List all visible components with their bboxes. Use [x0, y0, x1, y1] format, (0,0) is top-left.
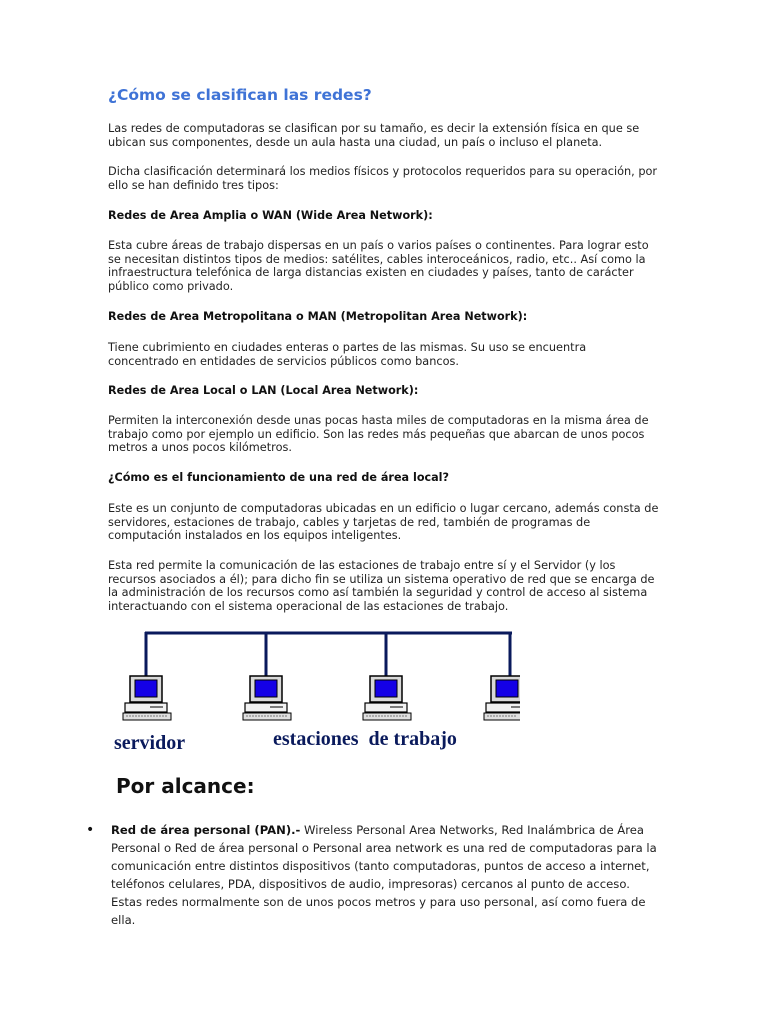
intro-paragraph-1: Las redes de computadoras se clasifican por su tamaño, es decir la extensión física en que se ubican sus componentes, desde un aula hasta una ciudad, un país o incluso el planeta.: [108, 122, 640, 149]
stations-label: estaciones de trabajo: [273, 728, 457, 750]
wan-heading: Redes de Area Amplia o WAN (Wide Area Network):: [108, 209, 433, 222]
man-text: Tiene cubrimiento en ciudades enteras o partes de las mismas. Su uso se encuentra concentrado en entidades de servicios públicos como bancos.: [108, 341, 587, 368]
intro-paragraph-2: Dicha clasificación determinará los medios físicos y protocolos requeridos para su operación, por ello se han definido tres tipos:: [108, 165, 658, 192]
lan-function-text: Este es un conjunto de computadoras ubicadas en un edificio o lugar cercano, además consta de servidores, estaciones de trabajo, cables y tarjetas de red, también de programas de computación instalados en los equipos inteligentes.: [108, 502, 659, 542]
page-title: ¿Cómo se clasifican las redes?: [108, 86, 372, 104]
bullet-marker: •: [86, 822, 95, 838]
man-heading: Redes de Area Metropolitana o MAN (Metropolitan Area Network):: [108, 310, 528, 323]
lan-function-heading: ¿Cómo es el funcionamiento de una red de área local?: [108, 471, 450, 484]
workstation-computer-icon: [243, 676, 291, 720]
lan-text: Permiten la interconexión desde unas pocas hasta miles de computadoras en la misma área de trabajo como por ejemplo un edificio. Son las redes más pequeñas que abarcan de unos pocos metros a unos pocos kilómetros.: [108, 414, 649, 454]
server-computer-icon: [123, 676, 171, 720]
lan-network-diagram: [100, 626, 520, 756]
lan-heading: Redes de Area Local o LAN (Local Area Network):: [108, 384, 419, 397]
pan-term: Red de área personal (PAN).-: [111, 823, 301, 837]
pan-text: Wireless Personal Area Networks, Red Inalámbrica de Área Personal o Red de área personal o Personal area network es una red de computadoras para la comunicación entre distintos dispositivos (tanto computadoras, puntos de acceso a internet, teléfonos celulares, PDA, dispositivos de audio, impresoras) cercanos al punto de acceso. Estas redes normalmente son de unos pocos metros y para uso personal, así como fuera de ella.: [111, 823, 657, 927]
workstation-computer-icon: [484, 676, 520, 720]
wan-text: Esta cubre áreas de trabajo dispersas en un país o varios países o continentes. Para lograr esto se necesitan distintos tipos de medios: satélites, cables interoceánicos, radio, etc.. Así como la infraestructura telefónica de larga distancias existen en ciudades y países, tanto de carácter público como privado.: [108, 239, 649, 293]
por-alcance-heading: Por alcance:: [116, 774, 255, 798]
pan-list-item: [111, 821, 661, 929]
workstation-computer-icon: [363, 676, 411, 720]
network-cabling: [145, 632, 512, 678]
lan-function-text-2: Esta red permite la comunicación de las estaciones de trabajo entre sí y el Servidor (y los recursos asociados a él); para dicho fin se utiliza un sistema operativo de red que se encarga de la administración de los recursos como así también la seguridad y control de acceso al sistema interactuando con el sistema operacional de las estaciones de trabajo.: [108, 559, 655, 613]
server-label: servidor: [114, 732, 186, 754]
